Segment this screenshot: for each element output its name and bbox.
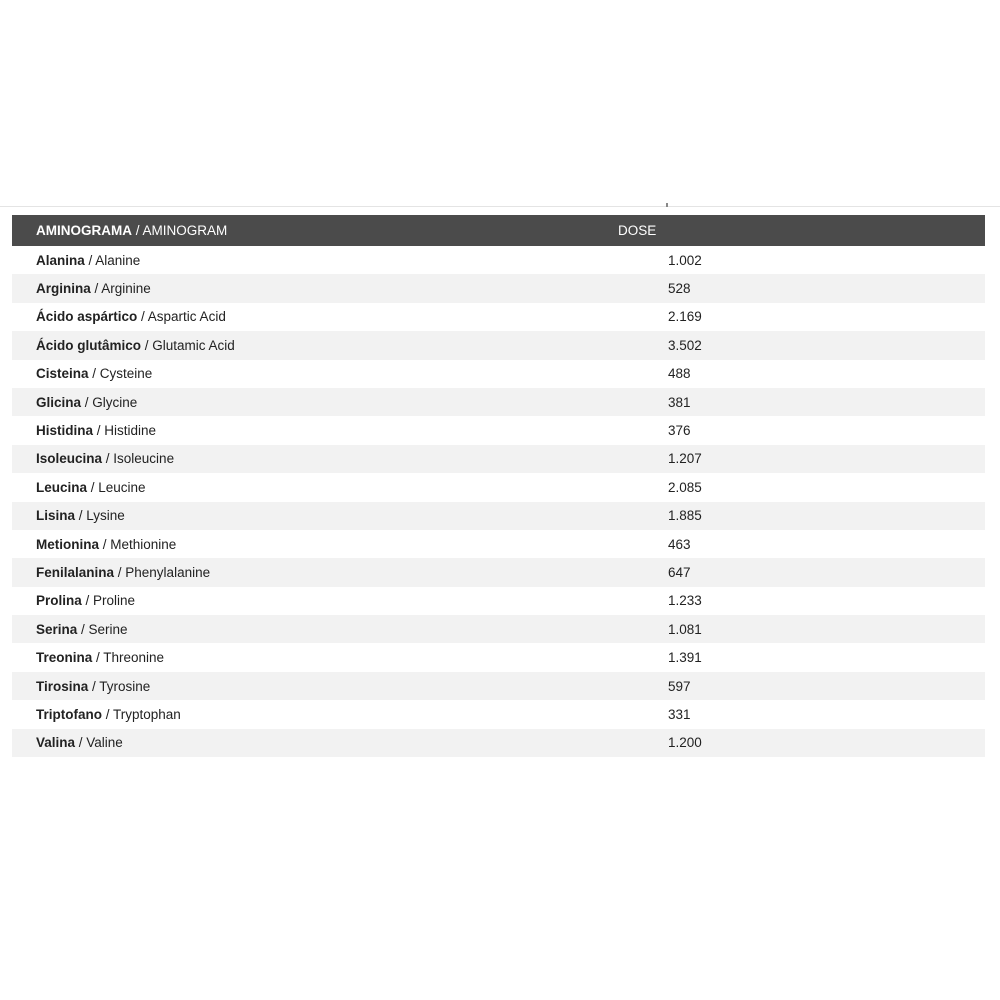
amino-name-cell <box>12 416 618 444</box>
amino-name-pt: Serina <box>36 621 78 637</box>
amino-dose-cell: 381 <box>618 388 985 416</box>
amino-name-en: / Proline <box>81 593 136 609</box>
table-row <box>12 700 985 728</box>
amino-dose-cell: 2.085 <box>668 479 702 495</box>
aminogram-table <box>12 215 985 757</box>
amino-name-en: / Tyrosine <box>88 678 151 694</box>
amino-dose-cell: 2.169 <box>668 309 702 325</box>
amino-name-pt: Tirosina <box>36 678 89 694</box>
amino-name-cell <box>12 388 618 416</box>
table-row <box>12 672 985 700</box>
table-row <box>12 587 985 615</box>
table-row <box>12 416 985 444</box>
amino-name-cell <box>12 473 618 501</box>
table-header-row <box>12 215 985 246</box>
amino-name-en: / Alanine <box>84 252 141 268</box>
amino-name-cell <box>12 615 618 643</box>
amino-name-pt: Cisteina <box>36 366 89 382</box>
amino-dose-cell: 1.885 <box>618 502 985 530</box>
header-name-rest: / AMINOGRAM <box>132 223 228 238</box>
amino-name-cell <box>12 445 618 473</box>
amino-dose-cell: 1.207 <box>618 445 985 473</box>
amino-name-en: / Serine <box>77 621 128 637</box>
top-divider <box>0 206 1000 207</box>
table-row <box>12 729 985 757</box>
amino-name-pt: Lisina <box>36 508 76 524</box>
amino-name-pt: Arginina <box>36 281 91 297</box>
amino-name-cell <box>12 672 618 700</box>
amino-name-en: / Isoleucine <box>102 451 175 467</box>
amino-name-en: / Glycine <box>81 394 138 410</box>
amino-name-cell <box>12 530 618 558</box>
amino-name-cell <box>12 502 618 530</box>
amino-dose-cell: 1.200 <box>618 729 985 757</box>
amino-name-cell <box>12 729 618 757</box>
amino-name-pt: Histidina <box>36 423 94 439</box>
amino-name-cell <box>12 587 618 615</box>
amino-dose-cell: 597 <box>618 672 985 700</box>
column-header-aminogram <box>12 215 618 246</box>
amino-name-pt: Valina <box>36 735 76 751</box>
amino-name-pt: Fenilalanina <box>36 564 115 580</box>
amino-name-en: / Valine <box>75 735 123 751</box>
table-row <box>12 274 985 302</box>
amino-name-en: / Threonine <box>92 650 165 666</box>
table-row <box>12 473 985 501</box>
amino-name-pt: Leucina <box>36 479 88 495</box>
header-name-bold: AMINOGRAMA <box>36 223 132 238</box>
amino-name-cell <box>12 246 618 274</box>
table-row <box>12 388 985 416</box>
amino-dose-cell: 1.002 <box>668 252 702 268</box>
table-row <box>12 360 985 388</box>
amino-name-en: / Aspartic Acid <box>137 309 226 325</box>
amino-name-en: / Cysteine <box>88 366 153 382</box>
amino-name-pt: Treonina <box>36 650 93 666</box>
amino-name-en: / Phenylalanine <box>114 564 211 580</box>
amino-name-cell <box>12 360 618 388</box>
table-row <box>12 530 985 558</box>
table-row <box>12 558 985 586</box>
table-row <box>12 246 985 274</box>
amino-name-pt: Alanina <box>36 252 85 268</box>
amino-name-en: / Lysine <box>75 508 125 524</box>
amino-name-pt: Ácido glutâmico <box>36 337 142 353</box>
amino-name-pt: Metionina <box>36 536 99 552</box>
amino-name-pt: Isoleucina <box>36 451 103 467</box>
amino-dose-cell: 1.233 <box>668 593 702 609</box>
amino-name-pt: Triptofano <box>36 706 102 722</box>
amino-dose-cell: 488 <box>668 366 691 382</box>
amino-dose-cell: 3.502 <box>618 331 985 359</box>
amino-name-cell <box>12 331 618 359</box>
table-row <box>12 615 985 643</box>
amino-dose-cell: 463 <box>668 536 691 552</box>
amino-dose-cell: 1.391 <box>668 650 702 666</box>
amino-name-en: / Histidine <box>93 423 157 439</box>
amino-name-cell <box>12 700 618 728</box>
table-row <box>12 643 985 671</box>
divider-tick <box>666 203 668 207</box>
amino-dose-cell: 376 <box>668 423 691 439</box>
column-header-dose: DOSE <box>618 215 985 246</box>
table-row <box>12 445 985 473</box>
amino-dose-cell: 647 <box>618 558 985 586</box>
amino-name-cell <box>12 558 618 586</box>
amino-name-pt: Prolina <box>36 593 82 609</box>
amino-name-en: / Leucine <box>87 479 146 495</box>
amino-dose-cell: 1.081 <box>618 615 985 643</box>
table-row <box>12 331 985 359</box>
table-row <box>12 502 985 530</box>
amino-name-en: / Arginine <box>90 281 151 297</box>
amino-name-en: / Glutamic Acid <box>141 337 235 353</box>
amino-dose-cell: 331 <box>668 706 691 722</box>
amino-name-pt: Glicina <box>36 394 82 410</box>
amino-dose-cell: 528 <box>618 274 985 302</box>
amino-name-cell <box>12 303 618 331</box>
amino-name-cell <box>12 643 618 671</box>
amino-name-cell <box>12 274 618 302</box>
table-row <box>12 303 985 331</box>
amino-name-en: / Methionine <box>99 536 177 552</box>
amino-name-en: / Tryptophan <box>102 706 181 722</box>
amino-name-pt: Ácido aspártico <box>36 309 138 325</box>
